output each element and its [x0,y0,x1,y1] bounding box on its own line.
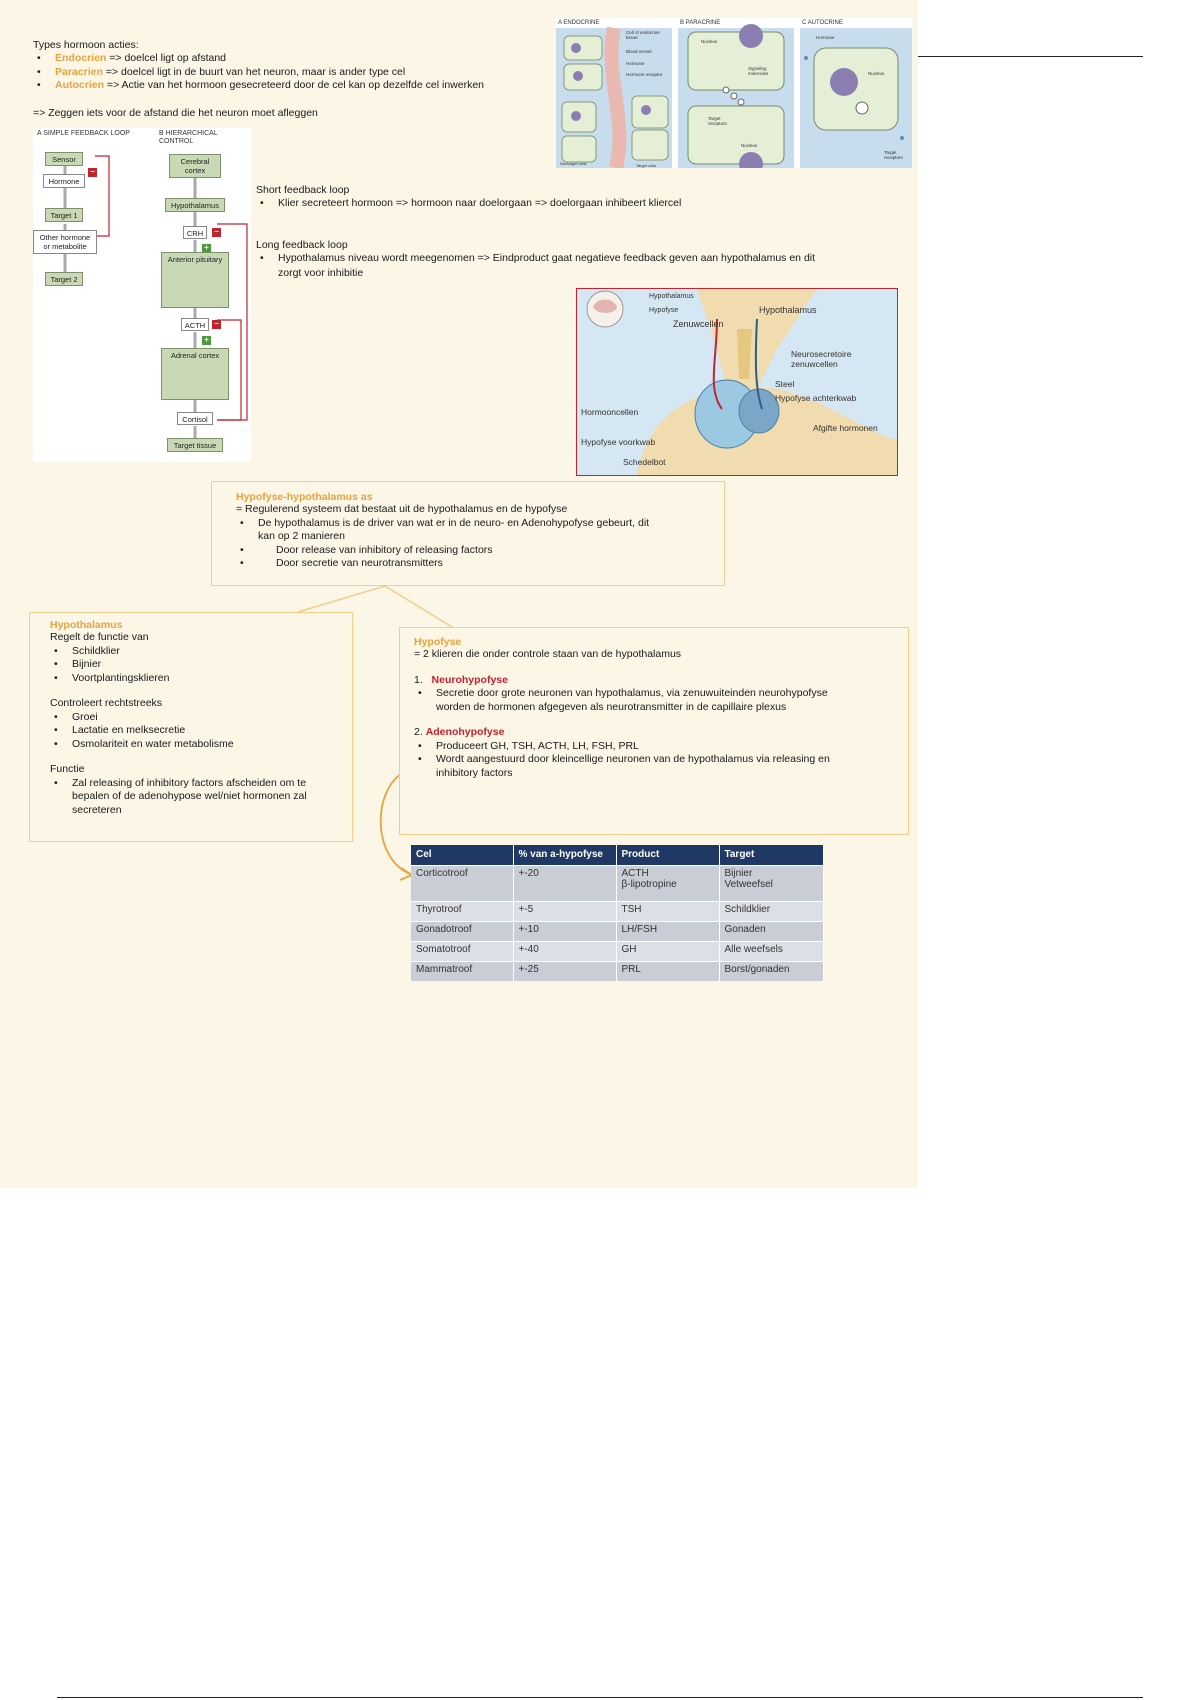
list-item: • Wordt aangestuurd door kleincellige neuronen van de hypothalamus via releasing en [414,753,894,767]
label-hormone-c: Hormone [816,35,835,40]
table-cell: Mammatroof [411,961,513,981]
label-nucleus-c: Nucleus [868,71,885,76]
table-cell: +-10 [513,921,616,941]
node-hormone: Hormone [43,174,85,188]
adenohypofyse-heading: 2. Adenohypofyse [414,726,505,738]
inhibition-icon: − [212,228,221,237]
node-adrenal-cortex: Adrenal cortex [161,348,229,400]
table-cell: GH [616,941,719,961]
panel-title-autocrine: C AUTOCRINE [802,20,843,26]
axis-title: Hypofyse-hypothalamus as [236,491,373,503]
table-cell: ACTH β-lipotropine [616,865,719,901]
short-feedback-list [256,197,681,211]
label-hypofyse-achterkwab: Hypofyse achterkwab [775,393,857,403]
label-zenuwcellen: Zenuwcellen [673,319,724,329]
list-item: • Endocrien => doelcel ligt op afstand [33,52,484,66]
list-item: • Secretie door grote neuronen van hypothalamus, via zenuwuiteinden neurohypofyse [414,687,894,701]
table-cell: Corticotroof [411,865,513,901]
adenohypofyse-list [414,740,894,767]
node-cortisol: Cortisol [177,412,213,425]
label-nontarget-cells: Nontarget cells [560,161,587,166]
neurohypofyse-heading: 1. Neurohypofyse [414,673,508,686]
column-header: % van a-hypofyse [513,845,616,865]
neurohypofyse-list [414,687,894,701]
intro-title: Types hormoon acties: [33,39,139,51]
feedback-loop-figure [33,128,251,462]
label-hormooncellen: Hormooncellen [581,407,639,417]
label-nucleus-b2: Nucleus [741,143,758,148]
list-item: • Osmolariteit en water metabolisme [50,738,332,752]
long-feedback-title: Long feedback loop [256,239,348,251]
label-afgifte-hormonen: Afgifte hormonen [813,423,878,433]
hypothalamus-title: Hypothalamus [50,619,123,631]
list-item: • Door secretie van neurotransmitters [236,557,700,571]
panel-title-paracrine: B PARACRINE [680,20,721,26]
table-row [411,961,824,981]
table-cell: +-25 [513,961,616,981]
axis-sublist [236,544,700,571]
short-feedback-title: Short feedback loop [256,184,350,196]
node-sensor: Sensor [45,152,83,166]
label-hypothalamus: Hypothalamus [759,305,817,315]
label-signaling-molecules: Signaling molecules [748,66,769,76]
controls-list [50,711,332,752]
column-header: Product [616,845,719,865]
label-hormone-receptor: Hormone receptor [626,72,663,77]
hypofyse-hypothalamus-box [211,481,725,586]
node-anterior-pituitary: Anterior pituitary [161,252,229,308]
long-feedback-list [256,252,815,266]
function-continuation-1: bepalen of de adenohypose wel/niet hormonen zal [72,790,307,802]
function-continuation-2: secreteren [72,803,122,816]
label-schedelbot: Schedelbot [623,457,666,467]
list-item: • Groei [50,711,332,725]
node-cerebral-cortex: Cerebral cortex [169,154,221,178]
list-item: • Bijnier [50,658,332,672]
label-blood-vessel: Blood vessel [626,49,652,54]
hypofyse-box [399,627,909,835]
footer-rule [57,1697,1143,1698]
node-other-hormone: Other hormone or metabolite [33,230,97,254]
axis-list [236,517,700,531]
column-header: Target [719,845,824,865]
label-target-cells: Target cells [636,163,657,168]
hypothalamus-box [29,612,353,842]
inhibition-icon: − [212,320,221,329]
inhibition-icon: − [88,168,97,177]
table-row [411,865,824,901]
hormone-action-list [33,52,484,93]
label-nucleus-b1: Nucleus [701,39,718,44]
list-item: • De hypothalamus is de driver van wat er in de neuro- en Adenohypofyse gebeurt, dit [236,517,700,531]
node-target-1: Target 1 [45,208,83,222]
list-item: • Zal releasing of inhibitory factors afscheiden om te [50,777,332,791]
table-cell: Gonadotroof [411,921,513,941]
hormone-action-figure [556,18,912,168]
stimulation-icon: + [202,336,211,345]
list-item: • Autocrien => Actie van het hormoon gesecreteerd door de cel kan op dezelfde cel inwerken [33,79,484,93]
label-hypofyse-voorkwab: Hypofyse voorkwab [581,437,656,447]
regulates-title: Regelt de functie van [50,631,149,643]
axis-continuation: kan op 2 manieren [258,530,345,542]
inset-label-hypothalamus: Hypothalamus [649,293,694,300]
pituitary-illustration [577,289,897,475]
list-item: • Produceert GH, TSH, ACTH, LH, FSH, PRL [414,740,894,754]
hypofyse-definition: = 2 klieren die onder controle staan van de hypothalamus [414,648,682,660]
table-cell: Somatotroof [411,941,513,961]
hypofyse-title: Hypofyse [414,636,462,648]
table-cell: Alle weefsels [719,941,824,961]
table-row [411,901,824,921]
node-acth: ACTH [181,318,209,331]
label-neurosecretoire: Neurosecretoire zenuwcellen [791,349,852,369]
inset-label-hypofyse: Hypofyse [649,307,679,314]
intro-note: => Zeggen iets voor de afstand die het neuron moet afleggen [33,107,318,119]
function-list [50,777,332,791]
label-steel: Steel [775,379,795,389]
long-feedback-continuation: zorgt voor inhibitie [278,267,364,279]
table-header-row [411,845,824,865]
function-title: Functie [50,763,85,775]
panel-title-endocrine: A ENDOCRINE [558,20,600,26]
table-cell: Gonaden [719,921,824,941]
table-cell: Borst/gonaden [719,961,824,981]
list-item: • Paracrien => doelcel ligt in de buurt van het neuron, maar is ander type cel [33,66,484,80]
table-cell: Schildklier [719,901,824,921]
table-cell: PRL [616,961,719,981]
pituitary-figure [576,288,898,476]
list-item: • Lactatie en melksecretie [50,724,332,738]
hormone-action-illustration [556,18,912,168]
table-row [411,941,824,961]
controls-title: Controleert rechtstreeks [50,697,163,709]
column-header: Cel [411,845,513,865]
table-cell: TSH [616,901,719,921]
label-target-receptors-b: Target receptors [708,116,727,126]
regulates-list [50,645,332,686]
adenohypofyse-continuation: inhibitory factors [436,766,513,779]
figure-title-simple-feedback: A SIMPLE FEEDBACK LOOP [37,130,130,137]
node-target-tissue: Target tissue [167,438,223,452]
node-target-2: Target 2 [45,272,83,286]
list-item: • Schildklier [50,645,332,659]
node-crh: CRH [183,226,207,239]
list-item: • Voortplantingsklieren [50,672,332,686]
table-cell: +-5 [513,901,616,921]
table-row [411,921,824,941]
cell-table [411,845,824,981]
label-endocrine-cell: Cell of endocrine tissue [626,30,660,40]
table-cell: +-40 [513,941,616,961]
table-cell: Bijnier Vetweefsel [719,865,824,901]
axis-definition: = Regulerend systeem dat bestaat uit de hypothalamus en de hypofyse [236,503,568,515]
table-cell: Thyrotroof [411,901,513,921]
table-cell: LH/FSH [616,921,719,941]
header-rule [918,56,1143,57]
list-item: • Klier secreteert hormoon => hormoon naar doelorgaan => doelorgaan inhibeert kliercel [256,197,681,211]
figure-title-hierarchical: B HIERARCHICAL CONTROL [159,130,218,145]
label-hormone: Hormone [626,61,645,66]
neurohypofyse-continuation: worden de hormonen afgegeven als neurotransmitter in de capillaire plexus [436,700,787,713]
table-cell: +-20 [513,865,616,901]
label-target-receptors-c: Target receptors [884,150,903,160]
list-item: • Door release van inhibitory of releasing factors [236,544,700,558]
node-hypothalamus: Hypothalamus [165,198,225,212]
list-item: • Hypothalamus niveau wordt meegenomen => Eindproduct gaat negatieve feedback geven aan hypothalamus en dit [256,252,815,266]
stimulation-icon: + [202,244,211,253]
